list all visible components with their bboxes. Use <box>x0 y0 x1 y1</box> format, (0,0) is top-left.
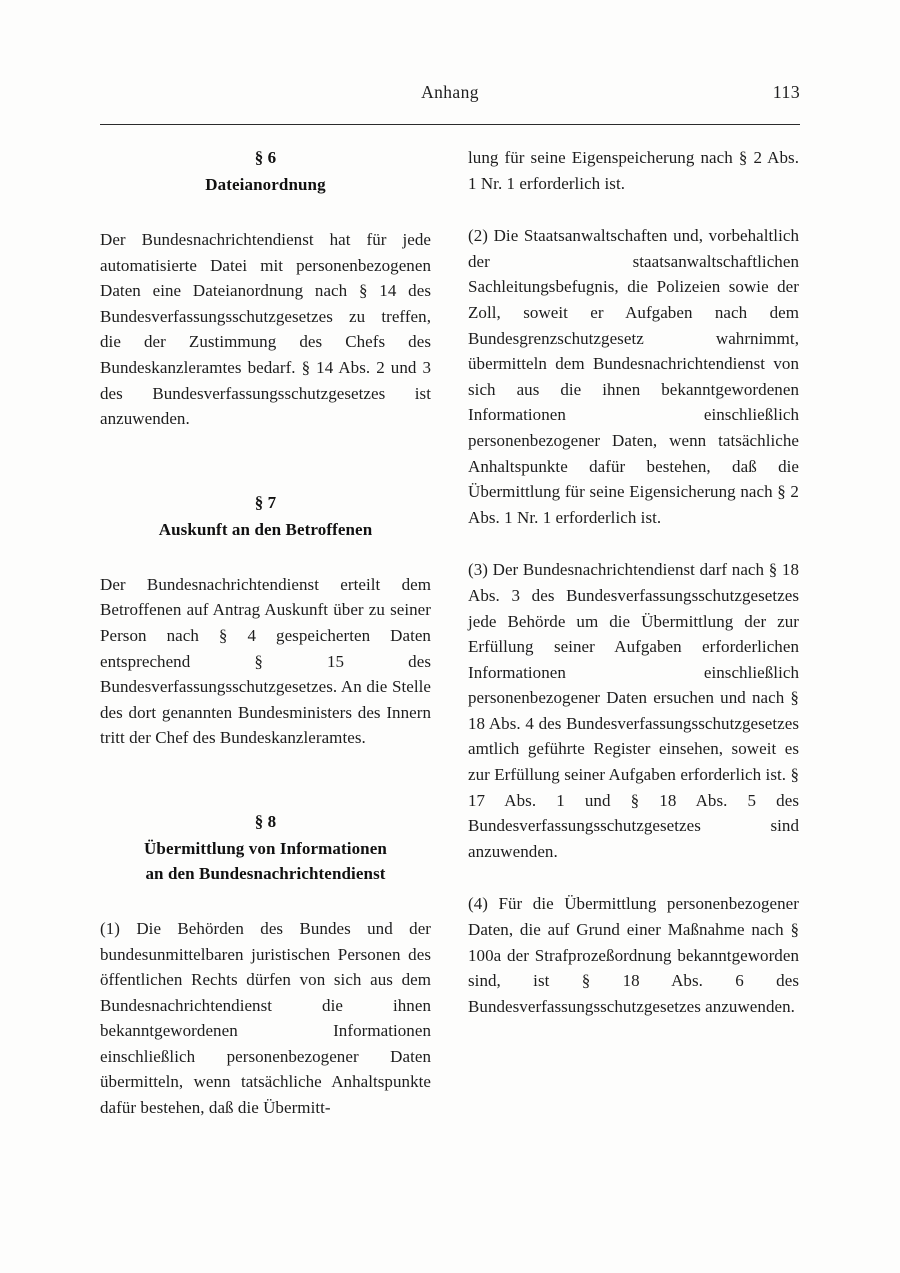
section-8-heading <box>100 809 431 886</box>
section-7-number: § 7 <box>254 492 277 512</box>
section-6-heading <box>100 145 431 197</box>
spacer <box>100 432 431 490</box>
section-6-title: Dateianordnung <box>205 175 326 194</box>
spacer <box>100 197 431 227</box>
section-7-paragraph: Der Bundesnachrichtendienst erteilt dem Betroffenen auf Antrag Auskunft über zu seiner Person nach § 4 gespeicherten Daten entsprechend § 15 des Bundesverfassungsschutzgesetzes. An die Stelle des dort genannten Bundesministers des Innern tritt der Chef des Bundeskanzleramtes. <box>100 574 431 748</box>
running-head <box>100 82 800 108</box>
section-7-title: Auskunft an den Betroffenen <box>158 519 373 539</box>
section-8-number: § 8 <box>254 811 277 831</box>
right-column <box>468 145 799 1205</box>
spacer <box>100 542 431 572</box>
section-8-title-line-2: an den Bundesnachrichtendienst <box>145 863 386 883</box>
paragraph-1-continuation: lung für seine Eigenspeicherung nach § 2 Abs. 1 Nr. 1 erforderlich ist. <box>468 148 799 193</box>
section-8-paragraph-3: (3) Der Bundesnachrichtendienst darf nach § 18 Abs. 3 des Bundesverfassungsschutzgesetzes jede Behörde um die Übermittlung der zur Erfüllung seiner Aufgaben erforderlichen Informationen einschließlich personenbezogener Daten ersuchen und nach § 18 Abs. 4 des Bundesverfassungsschutzgesetzes amtlich geführte Register einsehen, soweit es zur Erfüllung seiner Aufgaben erforderlich ist. § 17 Abs. 1 und § 18 Abs. 5 des Bundesverfassungsschutzgesetzes sind anzuwenden. <box>468 560 799 861</box>
running-head-title: Anhang <box>421 82 479 102</box>
spacer <box>100 751 431 809</box>
spacer <box>100 886 431 916</box>
section-6-number: § 6 <box>254 148 277 167</box>
section-6-paragraph: Der Bundesnachrichtendienst hat für jede automatisierte Datei mit personenbezogenen Daten eine Dateianordnung nach § 14 des Bundesverfassungsschutzgesetzes zu treffen, die der Zustimmung des Chefs des Bundeskanzleramtes bedarf. § 14 Abs. 2 und 3 des Bundesverfassungsschutzgesetzes ist anzuwenden. <box>100 230 431 429</box>
section-8-title-line-1: Übermittlung von Informationen <box>144 838 387 858</box>
left-column <box>100 145 431 1205</box>
page-number: 113 <box>772 82 800 102</box>
section-8-paragraph-1: (1) Die Behörden des Bundes und der bundesunmittelbaren juristischen Personen des öffentlichen Rechts dürfen von sich aus dem Bundesnachrichtendienst die ihnen bekanntgewordenen Informationen einschließlich personenbezogener Daten übermitteln, wenn tatsächliche Anhaltspunkte dafür bestehen, daß die Übermitt- <box>100 918 431 1118</box>
spacer <box>468 530 799 557</box>
header-divider <box>100 124 800 125</box>
section-8-paragraph-4: (4) Für die Übermittlung personenbezogener Daten, die auf Grund einer Maßnahme nach § 100a der Strafprozeßordnung bekanntgeworden sind, ist § 18 Abs. 6 des Bundesverfassungsschutzgesetzes anzuwenden. <box>468 894 799 1016</box>
spacer <box>468 864 799 891</box>
spacer <box>468 196 799 223</box>
section-8-paragraph-2: (2) Die Staatsanwaltschaften und, vorbehaltlich der staatsanwaltschaftlichen Sachleitungsbefugnis, die Polizeien sowie der Zoll, soweit er Aufgaben nach dem Bundesgrenzschutzgesetz wahrnimmt, übermitteln dem Bundesnachrichtendienst von sich aus die ihnen bekanntgewordenen Informationen einschließlich personenbezogener Daten, wenn tatsächliche Anhaltspunkte dafür bestehen, daß die Übermittlung für seine Eigensicherung nach § 2 Abs. 1 Nr. 1 erforderlich ist. <box>468 226 799 527</box>
two-column-body <box>100 145 800 1205</box>
section-7-heading <box>100 490 431 542</box>
